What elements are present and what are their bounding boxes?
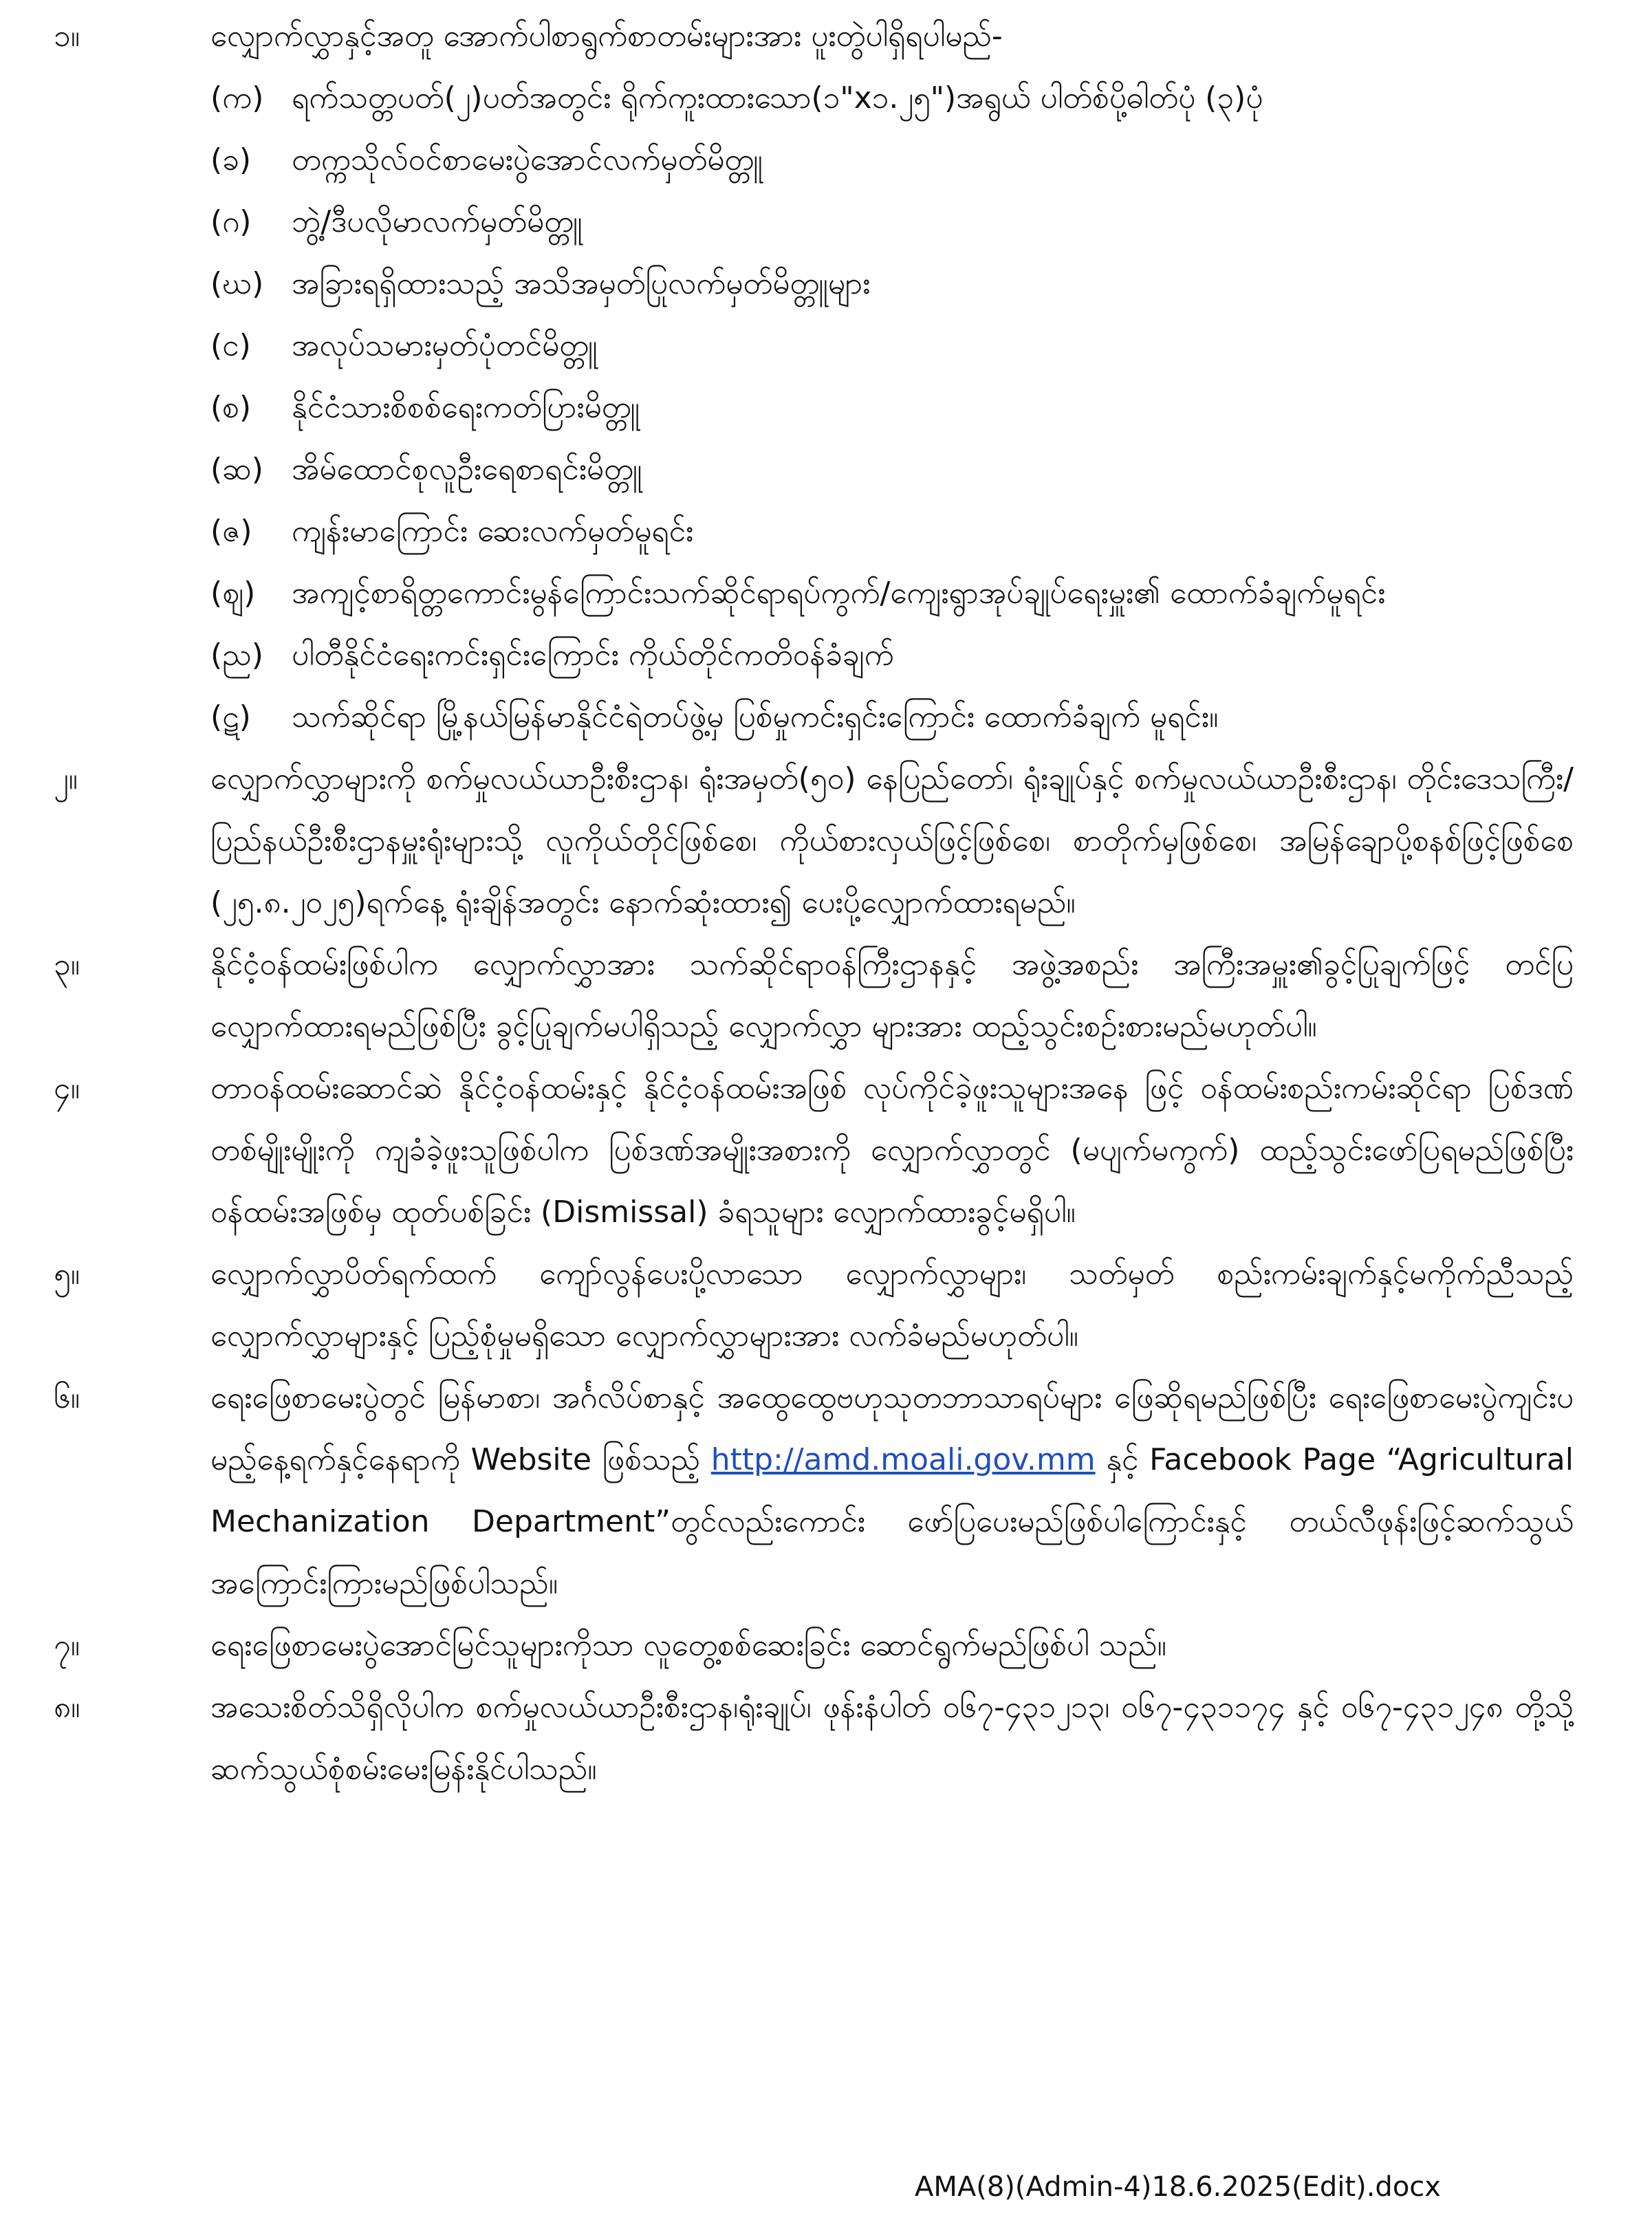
- list-item-label: (ဈ): [210, 576, 256, 611]
- list-item-text: အလုပ်သမားမှတ်ပုံတင်မိတ္တူ: [292, 328, 598, 363]
- list-item-label: (ဃ): [210, 266, 264, 301]
- list-item-label: (ည): [210, 638, 263, 673]
- paragraph-text: [210, 1367, 1574, 1615]
- paragraph-8: [54, 1677, 1574, 1800]
- list-item-text: နိုင်ငံသားစိစစ်ရေးကတ်ပြားမိတ္တူ: [292, 390, 640, 425]
- paragraph-number: ၆။: [54, 1380, 80, 1415]
- paragraph-5: [54, 1243, 1574, 1367]
- paragraph-1: [54, 6, 1574, 67]
- list-item-label: (င): [210, 328, 251, 363]
- document-page: [54, 0, 1574, 2220]
- paragraph-6: [54, 1367, 1574, 1615]
- list-item: [54, 315, 1574, 377]
- list-item-text: ပါတီနိုင်ငံရေးကင်းရှင်းကြောင်း ကိုယ်တိုင်ကတိဝန်ခံချက်: [292, 638, 894, 673]
- list-item-text: အခြားရရှိထားသည့် အသိအမှတ်ပြုလက်မှတ်မိတ္တူများ: [292, 266, 871, 301]
- list-item-text: တက္ကသိုလ်ဝင်စာမေးပွဲအောင်လက်မှတ်မိတ္တူ: [292, 142, 763, 177]
- paragraph-text-after-link: နှင့် Facebook Page “Agricultural Mechanization Department”တွင်လည်းကောင်း ဖော်ပြပေးမည်ဖြစ်ပါကြောင်းနှင့် တယ်လီဖုန်းဖြင့်ဆက်သွယ် အကြောင်းကြားမည်ဖြစ်ပါသည်။: [210, 1442, 1574, 1601]
- list-item: [54, 439, 1574, 501]
- list-item-text: သက်ဆိုင်ရာ မြို့နယ်မြန်မာနိုင်ငံရဲတပ်ဖွဲ့မှ ပြစ်မှုကင်းရှင်းကြောင်း ထောက်ခံချက် မူရင်း။: [292, 699, 1219, 734]
- list-item-label: (က): [210, 80, 264, 116]
- paragraph-2: [54, 748, 1574, 934]
- list-item-label: (စ): [210, 390, 252, 425]
- paragraph-text: နိုင်ငံ့ဝန်ထမ်းဖြစ်ပါက လျှောက်လွှာအား သက်ဆိုင်ရာဝန်ကြီးဌာနနှင့် အဖွဲ့အစည်း အကြီးအမှူး၏ခွင့်ပြုချက်ဖြင့် တင်ပြလျှောက်ထားရမည်ဖြစ်ပြီး ခွင့်ပြုချက်မပါရှိသည့် လျှောက်လွှာ များအား ထည့်သွင်းစဉ်းစားမည်မဟုတ်ပါ။: [210, 947, 1574, 1044]
- paragraph-7: [54, 1615, 1574, 1677]
- paragraph-number: ၈။: [54, 1690, 80, 1725]
- list-item: [54, 129, 1574, 191]
- paragraph-number: ၅။: [54, 1256, 80, 1292]
- website-link[interactable]: http://amd.moali.gov.mm: [710, 1442, 1096, 1477]
- list-item: [54, 67, 1574, 129]
- list-item: [54, 563, 1574, 624]
- footer-filename: AMA(8)(Admin-4)18.6.2025(Edit).docx: [915, 2171, 1441, 2203]
- list-item-label: (ဂ): [210, 204, 252, 239]
- list-item: [54, 501, 1574, 563]
- paragraph-number: ၃။: [54, 947, 80, 982]
- list-item-label: (ခ): [210, 142, 252, 177]
- list-item-text: ရက်သတ္တပတ်(၂)ပတ်အတွင်း ရိုက်ကူးထားသော(၁"x၁.၂၅")အရွယ် ပါတ်စ်ပို့ဓါတ်ပုံ (၃)ပုံ: [292, 80, 1263, 116]
- paragraph-3: [54, 934, 1574, 1058]
- list-item: [54, 624, 1574, 686]
- list-item: [54, 686, 1574, 748]
- paragraph-text: လျှောက်လွှာများကို စက်မှုလယ်ယာဦးစီးဌာန၊ ရုံးအမှတ်(၅၀) နေပြည်တော်၊ ရုံးချုပ်နှင့် စက်မှုလယ်ယာဦးစီးဌာန၊ တိုင်းဒေသကြီး/ပြည်နယ်ဦးစီးဌာနမှူးရုံးများသို့ လူကိုယ်တိုင်ဖြစ်စေ၊ ကိုယ်စားလှယ်ဖြင့်ဖြစ်စေ၊ စာတိုက်မှဖြစ်စေ၊ အမြန်ချောပို့စနစ်ဖြင့်ဖြစ်စေ (၂၅.၈.၂၀၂၅)ရက်နေ့ ရုံးချိန်အတွင်း နောက်ဆုံးထား၍ ပေးပို့လျှောက်ထားရမည်။: [210, 761, 1574, 920]
- paragraph-text: လျှောက်လွှာပိတ်ရက်ထက် ကျော်လွန်ပေးပို့လာသော လျှောက်လွှာများ၊ သတ်မှတ် စည်းကမ်းချက်နှင့်မကိုက်ညီသည့် လျှောက်လွှာများနှင့် ပြည့်စုံမှုမရှိသော လျှောက်လွှာများအား လက်ခံမည်မဟုတ်ပါ။: [210, 1256, 1574, 1353]
- paragraph-text: ရေးဖြေစာမေးပွဲအောင်မြင်သူများကိုသာ လူတွေ့စစ်ဆေးခြင်း ဆောင်ရွက်မည်ဖြစ်ပါ သည်။: [210, 1628, 1166, 1663]
- paragraph-4: [54, 1058, 1574, 1243]
- list-item-text: အကျင့်စာရိတ္တကောင်းမွန်ကြောင်းသက်ဆိုင်ရာရပ်ကွက်/ကျေးရွာအုပ်ချုပ်ရေးမှူး၏ ထောက်ခံချက်မူရင်း: [292, 576, 1386, 611]
- list-item: [54, 377, 1574, 439]
- paragraph-text: တာဝန်ထမ်းဆောင်ဆဲ နိုင်ငံ့ဝန်ထမ်းနှင့် နိုင်ငံ့ဝန်ထမ်းအဖြစ် လုပ်ကိုင်ခဲ့ဖူးသူများအနေ ဖြင့် ဝန်ထမ်းစည်းကမ်းဆိုင်ရာ ပြစ်ဒဏ်တစ်မျိုးမျိုးကို ကျခံခဲ့ဖူးသူဖြစ်ပါက ပြစ်ဒဏ်အမျိုးအစားကို လျှောက်လွှာတွင် (မပျက်မကွက်) ထည့်သွင်းဖော်ပြရမည်ဖြစ်ပြီး ဝန်ထမ်းအဖြစ်မှ ထုတ်ပစ်ခြင်း (Dismissal) ခံရသူများ လျှောက်ထားခွင့်မရှိပါ။: [210, 1071, 1574, 1230]
- paragraph-number: ၂။: [54, 761, 78, 796]
- paragraph-text: လျှောက်လွှာနှင့်အတူ အောက်ပါစာရွက်စာတမ်းများအား ပူးတွဲပါရှိရပါမည်-: [210, 19, 1003, 54]
- paragraph-text: အသေးစိတ်သိရှိလိုပါက စက်မှုလယ်ယာဦးစီးဌာန၊ရုံးချုပ်၊ ဖုန်းနံပါတ် ၀၆၇-၄၃၁၂၁၃၊ ၀၆၇-၄၃၁၁၇၄ နှင့် ၀၆၇-၄၃၁၂၄၈ တို့သို့ ဆက်သွယ်စုံစမ်းမေးမြန်းနိုင်ပါသည်။: [210, 1690, 1574, 1787]
- list-item-text: ဘွဲ့/ဒီပလိုမာလက်မှတ်မိတ္တူ: [292, 204, 583, 239]
- list-item-text: ကျန်းမာကြောင်း ဆေးလက်မှတ်မူရင်း: [292, 514, 694, 549]
- paragraph-number: ၁။: [54, 19, 80, 54]
- list-item-label: (ဋ): [210, 699, 251, 734]
- list-item-label: (ဇ): [210, 514, 252, 549]
- list-item: [54, 191, 1574, 253]
- list-item-label: (ဆ): [210, 452, 263, 487]
- paragraph-number: ၄။: [54, 1071, 80, 1106]
- paragraph-text-before-link: ရေးဖြေစာမေးပွဲတွင် မြန်မာစာ၊ အင်္ဂလိပ်စာနှင့် အထွေထွေဗဟုသုတဘာသာရပ်များ ဖြေဆိုရမည်ဖြစ်ပြီး ရေးဖြေစာမေးပွဲကျင်းပမည့်နေ့ရက်နှင့်နေရာကို Website ဖြစ်သည့်: [210, 1380, 1574, 1477]
- paragraph-number: ၇။: [54, 1628, 80, 1663]
- list-item-text: အိမ်ထောင်စုလူဦးရေစာရင်းမိတ္တူ: [292, 452, 642, 487]
- list-item: [54, 253, 1574, 315]
